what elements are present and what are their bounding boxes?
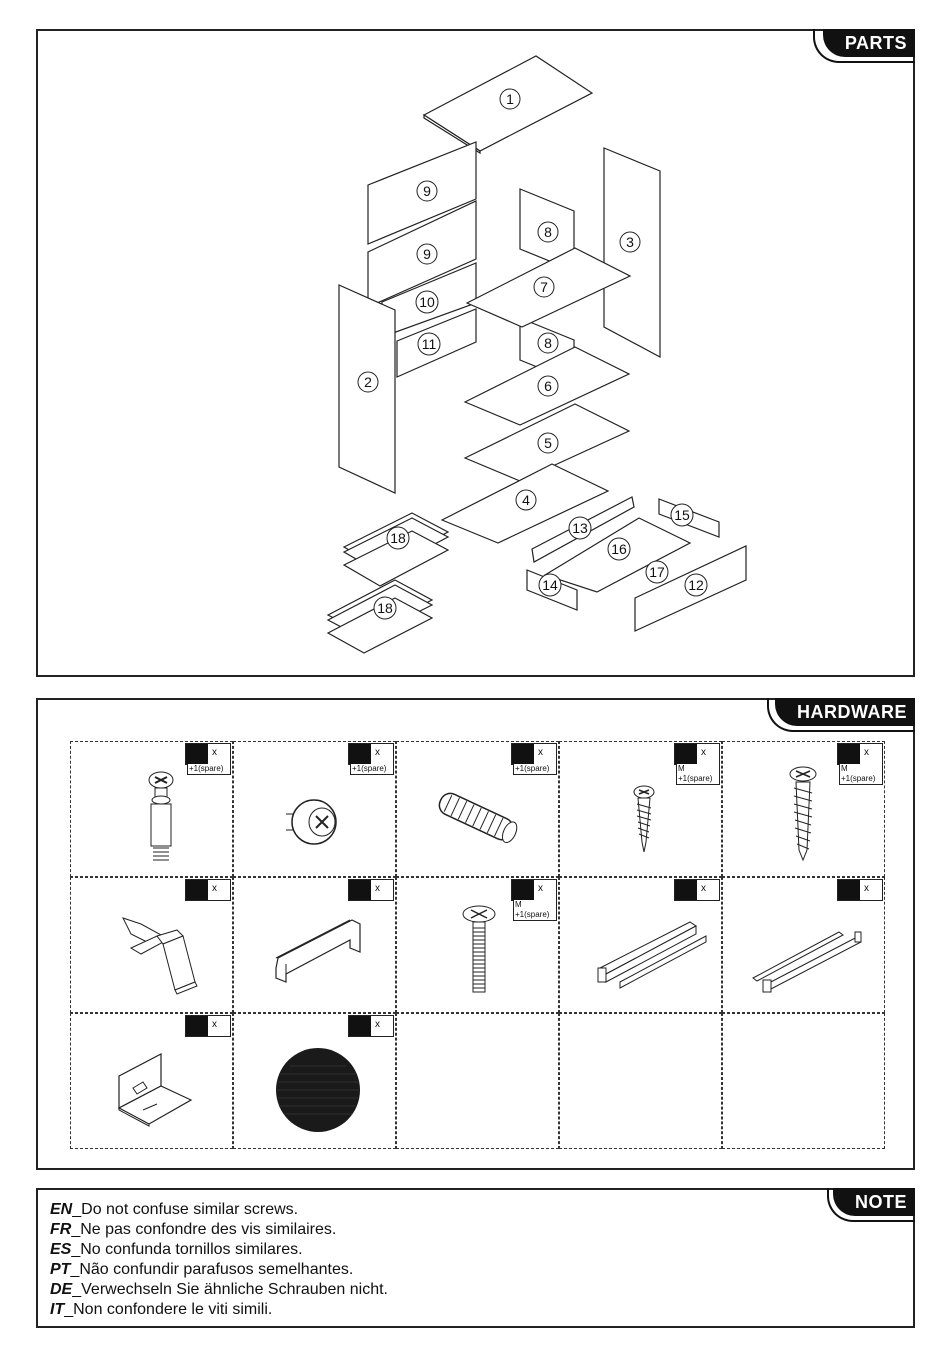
note-lines bbox=[50, 1200, 388, 1320]
hardware-cell-felt-pad bbox=[233, 1013, 396, 1149]
note-line-fr: FR_Ne pas confondre des vis similaires. bbox=[50, 1221, 337, 1238]
part-label-5: 5 bbox=[544, 435, 552, 451]
hardware-cell-cam-lock bbox=[233, 741, 396, 877]
qty-box: x bbox=[348, 1015, 394, 1037]
parts-panel bbox=[36, 29, 915, 677]
qty-box: x bbox=[185, 743, 231, 765]
qty-box: x bbox=[185, 1015, 231, 1037]
qty-spare: +1(spare) bbox=[187, 764, 231, 775]
handle-icon bbox=[234, 878, 397, 1014]
part-label-14: 14 bbox=[542, 577, 558, 593]
hardware-cell-handle bbox=[233, 877, 396, 1013]
panel-3 bbox=[604, 148, 660, 357]
qty-box: x bbox=[674, 879, 720, 901]
part-label-12: 12 bbox=[688, 577, 704, 593]
small-screw-icon bbox=[560, 742, 723, 878]
hardware-cell-bolt bbox=[396, 877, 559, 1013]
part-label-13: 13 bbox=[572, 520, 588, 536]
part-label-8a: 8 bbox=[544, 224, 552, 240]
drawer-slide-icon bbox=[723, 878, 886, 1014]
qty-spare: +1(spare) bbox=[513, 764, 557, 775]
note-line-es: ES_No confunda tornillos similares. bbox=[50, 1241, 303, 1258]
qty-box: x bbox=[511, 879, 557, 901]
part-label-6: 6 bbox=[544, 378, 552, 394]
part-label-15: 15 bbox=[674, 507, 690, 523]
part-label-11: 11 bbox=[421, 336, 437, 352]
part-label-18b: 18 bbox=[377, 600, 393, 616]
hardware-cell-drawer-slide-b bbox=[722, 877, 885, 1013]
part-label-4: 4 bbox=[522, 492, 530, 508]
hardware-cell-empty bbox=[396, 1013, 559, 1149]
qty-spare: +1(spare) bbox=[350, 764, 394, 775]
long-screw-icon bbox=[723, 742, 886, 878]
hardware-cell-small-screw bbox=[559, 741, 722, 877]
qty-box: x bbox=[837, 743, 883, 765]
part-label-8b: 8 bbox=[544, 335, 552, 351]
hardware-cell-dowel bbox=[396, 741, 559, 877]
qty-size: M bbox=[676, 764, 720, 775]
hardware-panel bbox=[36, 698, 915, 1170]
qty-box: x bbox=[185, 879, 231, 901]
hardware-cell-leg-bracket bbox=[70, 877, 233, 1013]
hardware-cell-empty bbox=[722, 1013, 885, 1149]
qty-box: x bbox=[348, 879, 394, 901]
parts-title: PARTS bbox=[823, 29, 915, 57]
qty-box: x bbox=[511, 743, 557, 765]
hardware-cell-drawer-slide-a bbox=[559, 877, 722, 1013]
note-panel bbox=[36, 1188, 915, 1328]
part-label-2: 2 bbox=[364, 374, 372, 390]
part-label-9b: 9 bbox=[423, 246, 431, 262]
qty-box: x bbox=[837, 879, 883, 901]
part-label-10: 10 bbox=[419, 294, 435, 310]
leg-bracket-icon bbox=[71, 878, 234, 1014]
part-label-18a: 18 bbox=[390, 530, 406, 546]
hardware-grid bbox=[70, 741, 885, 1149]
parts-diagram bbox=[38, 31, 913, 675]
qty-size: M bbox=[513, 900, 557, 911]
cam-bolt-icon bbox=[71, 742, 234, 878]
part-label-9a: 9 bbox=[423, 183, 431, 199]
wood-dowel-icon bbox=[397, 742, 560, 878]
part-label-3: 3 bbox=[626, 234, 634, 250]
felt-pad-icon bbox=[234, 1014, 397, 1150]
qty-box: x bbox=[674, 743, 720, 765]
hardware-title: HARDWARE bbox=[775, 698, 915, 726]
bolt-icon bbox=[397, 878, 560, 1014]
qty-spare: +1(spare) bbox=[839, 774, 883, 785]
drawer-slide-icon bbox=[560, 878, 723, 1014]
note-line-de: DE_Verwechseln Sie ähnliche Schrauben nicht. bbox=[50, 1281, 388, 1298]
note-title: NOTE bbox=[833, 1188, 915, 1216]
note-line-it: IT_Non confondere le viti simili. bbox=[50, 1301, 273, 1318]
part-label-16: 16 bbox=[611, 541, 627, 557]
qty-spare: +1(spare) bbox=[513, 910, 557, 921]
hardware-cell-cam-bolt bbox=[70, 741, 233, 877]
qty-size: M bbox=[839, 764, 883, 775]
hardware-cell-shelf-support bbox=[70, 1013, 233, 1149]
note-line-pt: PT_Não confundir parafusos semelhantes. bbox=[50, 1261, 354, 1278]
qty-box: x bbox=[348, 743, 394, 765]
note-line-en: EN_Do not confuse similar screws. bbox=[50, 1201, 299, 1218]
cam-lock-icon bbox=[234, 742, 397, 878]
part-label-17: 17 bbox=[649, 564, 665, 580]
qty-spare: +1(spare) bbox=[676, 774, 720, 785]
hardware-cell-empty bbox=[559, 1013, 722, 1149]
part-label-1: 1 bbox=[506, 91, 514, 107]
hardware-cell-long-screw bbox=[722, 741, 885, 877]
shelf-support-icon bbox=[71, 1014, 234, 1150]
part-label-7: 7 bbox=[540, 279, 548, 295]
